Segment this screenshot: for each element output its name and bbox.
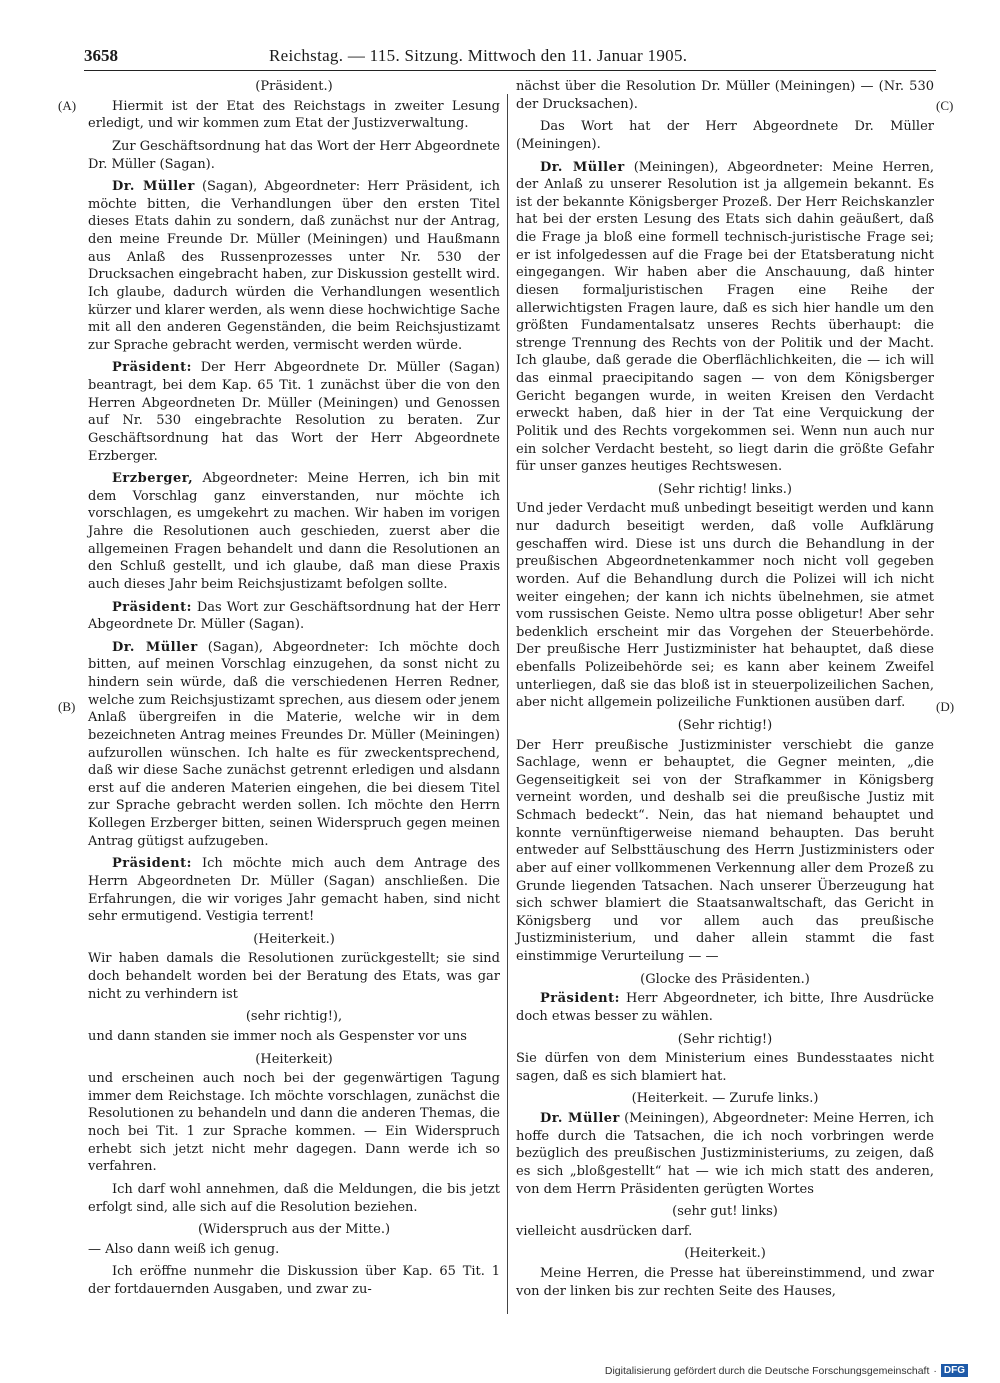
paragraph (516, 78, 934, 113)
paragraph (516, 159, 934, 476)
interjection: (sehr gut! links) (672, 1204, 778, 1220)
left-column (88, 78, 500, 1304)
paragraph (88, 1028, 500, 1046)
paragraph (88, 599, 500, 634)
paragraph-text: und dann standen sie immer noch als Gespenster vor uns (88, 1028, 467, 1044)
speaker-name: Dr. Müller (112, 639, 198, 655)
speaker-name: Dr. Müller (540, 1111, 620, 1126)
paragraph (516, 1265, 934, 1300)
paragraph-text: Der Herr Abgeordnete Dr. Müller (Sagan) beantragt, bei dem Kap. 65 Tit. 1 zunächst über die von den Herren Abgeordneten Dr. Müller (Meiningen) und Genossen auf Nr. 530 eingebrachte Resolution zu beraten. Zur Geschäftsordnung hat das Wort der Herr Abgeordnete Erzberger. (88, 360, 501, 464)
paragraph-text: Ich möchte mich auch dem Antrage des Herrn Abgeordneten Dr. Müller (Sagan) anschließen. Die Erfahrungen, die wir voriges Jahr gemacht haben, sind nicht sehr ermutigend. Vestigia terrent! (88, 856, 500, 925)
speaker-name: Erzberger, (112, 471, 194, 487)
paragraph (88, 178, 500, 354)
interjection: (Sehr richtig!) (677, 717, 773, 733)
paragraph (516, 500, 934, 712)
footer-separator: · (933, 1364, 937, 1377)
paragraph (516, 1050, 934, 1085)
paragraph (88, 639, 500, 851)
paragraph (516, 1110, 934, 1198)
paragraph-text: Und jeder Verdacht muß unbedingt beseitigt werden und kann nur dadurch beseitigt werden, daß volle Aufklärung geschaffen wird. Diese ist uns durch die Behandlung in der preußischen Abgeordnetenkammer noch nicht voll gegeben worden. Auf die Behandlung durch die Polizei will ich nicht weiter eingehen; der kann ich nichts übelnehmen, sie atmet vom russischen Geiste. Nemo ultra posse obligetur! Aber sehr bedenklich erscheint mir das Vorgehen der Steuerbehörde. Der preußische Herr Justizminister hat behauptet, daß diese ebenfalls Polizeibehörde sei; es kann aber keinem Zweifel unterliegen, daß sie das bloß ist in steuerpolizeilichen Sachen, aber nicht allgemein polizeiliche Funktionen ausüben darf. (516, 501, 934, 711)
paragraph (88, 1070, 500, 1176)
footer-text: Digitalisierung gefördert durch die Deutsche Forschungsgemeinschaft (604, 1364, 930, 1377)
paragraph-text: vielleicht ausdrücken darf. (516, 1223, 693, 1239)
paragraph-text: Sie dürfen von dem Ministerium eines Bundesstaates nicht sagen, daß es sich blamiert hat. (516, 1051, 934, 1084)
paragraph (516, 1223, 934, 1241)
speaker-name: Präsident: (112, 360, 192, 376)
paragraph-text: Herr Abgeordneter, ich bitte, Ihre Ausdrücke doch etwas besser zu wählen. (516, 991, 934, 1024)
interjection: (Heiterkeit. — Zurufe links.) (631, 1091, 819, 1107)
paragraph-text: — Also dann weiß ich genug. (88, 1241, 280, 1257)
interjection: (Heiterkeit.) (253, 931, 335, 947)
speaker-name: Präsident: (112, 856, 192, 872)
running-title: Reichstag. — 115. Sitzung. Mittwoch den 11. Januar 1905. (269, 46, 688, 65)
paragraph-text: Ich eröffne nunmehr die Diskussion über Kap. 65 Tit. 1 der fortdauernden Ausgaben, und zwar zu- (88, 1264, 500, 1297)
paragraph-text: (Meiningen), Abgeordneter: Meine Herren, der Anlaß zu unserer Resolution ist ja allgemein bekannt. Es ist der bekannte Königsberger Prozeß. Der Herr Reichskanzler hat bei der ersten Lesung des Etats sich dahin geäußert, daß die Frage ja bloß eine formell technisch-juristische Frage sei; er ist infolgedessen auf die Frage bei der Etatsberatung nicht eingegangen. Wir haben aber die Anschauung, daß hinter diesen formaljuristischen Fragen eine Reihe der allerwichtigsten Fragen laure, daß es sich hier handle um den größten Fundamentalsatz unseres Rechts überhaupt: die strenge Trennung des Rechts von der Politik und der Macht. Ich glaube, daß gerade die Oberflächlichkeiten, die — ich will das einmal praecipitando sagen — von dem Königsberger Gericht begangen wurde, in weiten Kreisen den Verdacht erweckt haben, daß hier in der Tat eine Verquickung der Politik und des Rechts vorgekommen sei. Wenn nun auch nur ein solcher Verdacht besteht, so liegt darin die größte Gefahr für unser ganzes heutiges Rechtswesen. (516, 159, 935, 475)
page-number: 3658 (84, 46, 118, 65)
dfg-logo: DFG (941, 1364, 968, 1377)
paragraph (516, 990, 934, 1025)
page-header (84, 44, 936, 71)
paragraph (88, 1263, 500, 1298)
interjection: (Heiterkeit) (255, 1051, 333, 1067)
footer (605, 1364, 968, 1377)
margin-marker-d: (D) (936, 699, 955, 714)
paragraph (516, 737, 934, 966)
paragraph-text: Hiermit ist der Etat des Reichstags in zweiter Lesung erledigt, und wir kommen zum Etat der Justizverwaltung. (88, 98, 500, 132)
margin-marker-a: (A) (58, 98, 77, 113)
paragraph (88, 950, 500, 1003)
paragraph-text: Der Herr preußische Justizminister verschiebt die ganze Sachlage, wenn er behauptet, die Gegner meinten, „die Gegenseitigkeit sei von der Strafkammer in Königsberg verneint worden, und deshalb sei die preußische Justiz mit Schmach bedeckt“. Nein, das hat niemand behauptet und konnte vernünftigerweise niemand behaupten. Das beruht entweder auf Selbsttäuschung des Herrn Justizministers oder aber auf einer vollkommenen Verkennung aller dem Prozeß zu Grunde liegenden Tatsachen. Nach unserer Überzeugung hat sich schwer blamiert die Staatsanwaltschaft, das Gericht in Königsberg und vor allem auch das preußische Justizministerium, und daher allein stammt die fast einstimmige Verurteilung — — (516, 737, 934, 964)
margin-marker-c: (C) (936, 98, 954, 113)
speaker-name: Dr. Müller (540, 159, 625, 175)
interjection: (Präsident.) (255, 79, 333, 94)
paragraph (88, 138, 500, 173)
interjection: (sehr richtig!), (245, 1009, 343, 1025)
interjection: (Widerspruch aus der Mitte.) (197, 1222, 391, 1238)
interjection: (Sehr richtig!) (677, 1031, 773, 1047)
paragraph-text: Zur Geschäftsordnung hat das Wort der Herr Abgeordnete Dr. Müller (Sagan). (88, 138, 500, 172)
interjection: (Glocke des Präsidenten.) (640, 971, 810, 987)
paragraph-text: Das Wort hat der Herr Abgeordnete Dr. Müller (Meiningen). (516, 119, 934, 152)
paragraph (88, 98, 500, 133)
speaker-name: Dr. Müller (112, 179, 195, 195)
paragraph-text: nächst über die Resolution Dr. Müller (Meiningen) — (Nr. 530 der Drucksachen). (516, 79, 934, 112)
paragraph (516, 118, 934, 153)
interjection: (Heiterkeit.) (684, 1246, 766, 1262)
speaker-name: Präsident: (540, 991, 620, 1007)
paragraph (88, 1181, 500, 1216)
paragraph (88, 1241, 500, 1259)
paragraph-text: und erscheinen auch noch bei der gegenwärtigen Tagung immer dem Reichstage. Ich möchte vorschlagen, zunächst die Resolutionen zu behandeln und dann die anderen Themas, die noch bei Tit. 1 zur Sprache kommen. — Ein Widerspruch erhebt sich jetzt nicht mehr dagegen. Dann werde ich so verfahren. (88, 1071, 500, 1175)
paragraph-text: (Sagan), Abgeordneter: Herr Präsident, ich möchte bitten, die Verhandlungen über den ersten Titel dieses Etats dahin zu sondern, daß zunächst nur der Antrag, den meine Freunde Dr. Müller (Meiningen) und Haußmann aus Anlaß des Russenprozesses unter Nr. 530 der Drucksachen eingebracht haben, zur Diskussion gestellt wird. Ich glaube, dadurch würden die Verhandlungen wesentlich kürzer und klarer werden, als wenn diese hochwichtige Sache mit all den anderen Gegenständen, die beim Reichsjustizamt zur Sprache gebracht werden, vermischt werden würde. (88, 179, 500, 353)
paragraph-text: (Meiningen), Abgeordneter: Meine Herren, ich hoffe durch die Tatsachen, die ich noch vorbringen werde bezüglich des preußischen Justizministeriums, zu zeigen, daß es sich „bloßgestellt“ hat — wie ich mich statt des anderen, von dem Herrn Präsidenten gerügten Wortes (516, 1111, 934, 1197)
paragraph (88, 855, 500, 926)
paragraph-text: Meine Herren, die Presse hat übereinstimmend, und zwar von der linken bis zur rechten Seite des Hauses, (516, 1266, 934, 1299)
paragraph-text: Das Wort zur Geschäftsordnung hat der Herr Abgeordnete Dr. Müller (Sagan). (88, 599, 500, 633)
speaker-name: Präsident: (112, 599, 192, 615)
margin-marker-b: (B) (58, 699, 76, 714)
paragraph (88, 470, 500, 593)
right-column (516, 78, 934, 1305)
paragraph-text: Abgeordneter: Meine Herren, ich bin mit dem Vorschlag ganz einverstanden, nur möchte ich vorschlagen, es umgekehrt zu machen. Wir haben im vorigen Jahre die Resolutionen auch geschieden, zuerst aber die allgemeinen Fragen behandelt und dann die Resolutionen an den Schluß gestellt, und ich glaube, daß man diese Praxis auch dieses Jahr beim Reichsjustizamt befolgen sollte. (88, 471, 500, 592)
paragraph-text: Ich darf wohl annehmen, daß die Meldungen, die bis jetzt erfolgt sind, alle sich auf die Resolution beziehen. (88, 1181, 500, 1215)
interjection: (Sehr richtig! links.) (658, 481, 792, 497)
paragraph-text: Wir haben damals die Resolutionen zurückgestellt; sie sind doch behandelt worden bei der Beratung des Etats, was gar nicht zu verhindern ist (88, 951, 500, 1002)
column-divider (507, 94, 508, 1314)
paragraph-text: (Sagan), Abgeordneter: Ich möchte doch bitten, auf meinen Vorschlag einzugehen, da sonst nicht zu hindern sein würde, daß die verschiedenen Herren Redner, welche zum Reichsjustizamt sprechen, aus diesem oder jenem Anlaß übergreifen in die Materie, welche wir in dem bezeichneten Antrag meines Freundes Dr. Müller (Meiningen) aufzurollen wünschen. Ich halte es für zweckentsprechend, daß wir diese Sache zunächst getrennt erledigen und alsdann erst auf die anderen Materien eingehen, die bei diesem Titel zur Sprache gebracht werden sollen. Ich möchte den Herrn Kollegen Erzberger bitten, seinen Widerspruch gegen meinen Antrag gütigst aufzugeben. (88, 639, 501, 849)
paragraph (88, 359, 500, 465)
